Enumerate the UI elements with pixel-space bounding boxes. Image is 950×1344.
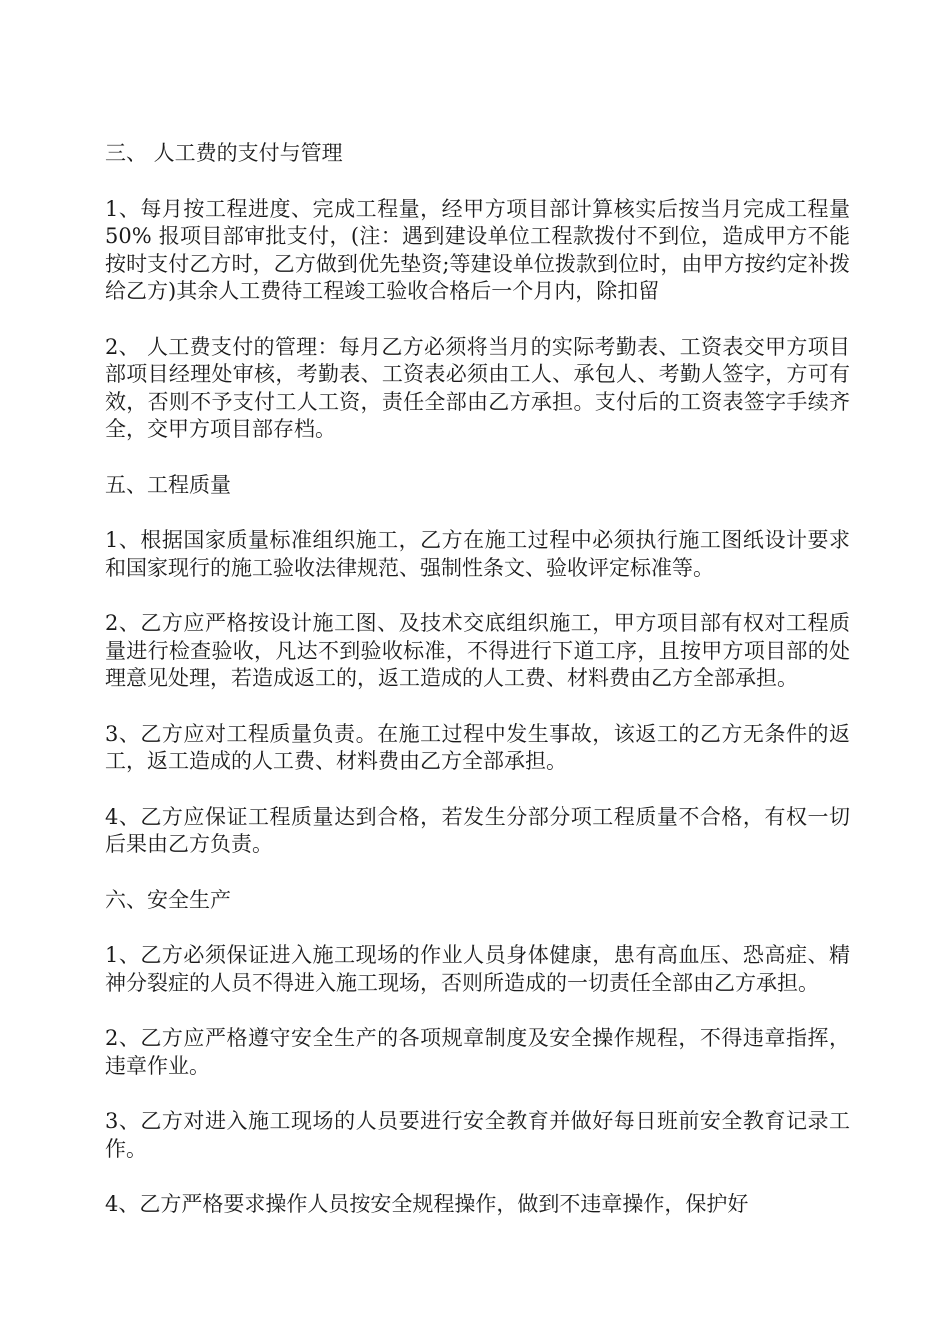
paragraph: 1、乙方必须保证进入施工现场的作业人员身体健康，患有高血压、恐高症、精神分裂症的人员不得进入施工现场，否则所造成的一切责任全部由乙方承担。 [105, 943, 850, 995]
paragraph: 3、乙方应对工程质量负责。在施工过程中发生事故，该返工的乙方无条件的返工，返工造成的人工费、材料费由乙方全部承担。 [105, 721, 850, 773]
paragraph: 2、乙方应严格遵守安全生产的各项规章制度及安全操作规程，不得违章指挥，违章作业。 [105, 1026, 850, 1078]
section-safety [105, 887, 850, 1219]
document-body [105, 140, 850, 1247]
section-quality [105, 472, 850, 859]
paragraph: 1、每月按工程进度、完成工程量，经甲方项目部计算核实后按当月完成工程量 50% 报项目部审批支付，(注：遇到建设单位工程款拨付不到位，造成甲方不能按时支付乙方时，乙方做到优先垫资;等建设单位拨款到位时，由甲方按约定补拨给乙方)其余人工费待工程竣工验收合格后一个月内，除扣留 [105, 196, 850, 303]
paragraph: 2、乙方应严格按设计施工图、及技术交底组织施工，甲方项目部有权对工程质量进行检查验收，凡达不到验收标准，不得进行下道工序，且按甲方项目部的处理意见处理，若造成返工的，返工造成的人工费、材料费由乙方全部承担。 [105, 611, 850, 690]
paragraph: 3、乙方对进入施工现场的人员要进行安全教育并做好每日班前安全教育记录工作。 [105, 1109, 850, 1161]
section-heading: 三、 人工费的支付与管理 [105, 141, 343, 165]
section-labor-payment [105, 140, 850, 444]
paragraph: 2、 人工费支付的管理：每月乙方必须将当月的实际考勤表、工资表交甲方项目部项目经理处审核，考勤表、工资表必须由工人、承包人、考勤人签字，方可有效，否则不予支付工人工资，责任全部由乙方承担。支付后的工资表签字手续齐全，交甲方项目部存档。 [105, 334, 850, 441]
paragraph: 1、根据国家质量标准组织施工，乙方在施工过程中必须执行施工图纸设计要求和国家现行的施工验收法律规范、强制性条文、验收评定标准等。 [105, 528, 850, 580]
paragraph: 4、乙方应保证工程质量达到合格，若发生分部分项工程质量不合格，有权一切后果由乙方负责。 [105, 804, 850, 856]
paragraph: 4、乙方严格要求操作人员按安全规程操作，做到不违章操作，保护好 [105, 1192, 749, 1216]
section-heading: 五、工程质量 [105, 472, 231, 497]
section-heading: 六、安全生产 [105, 887, 231, 912]
